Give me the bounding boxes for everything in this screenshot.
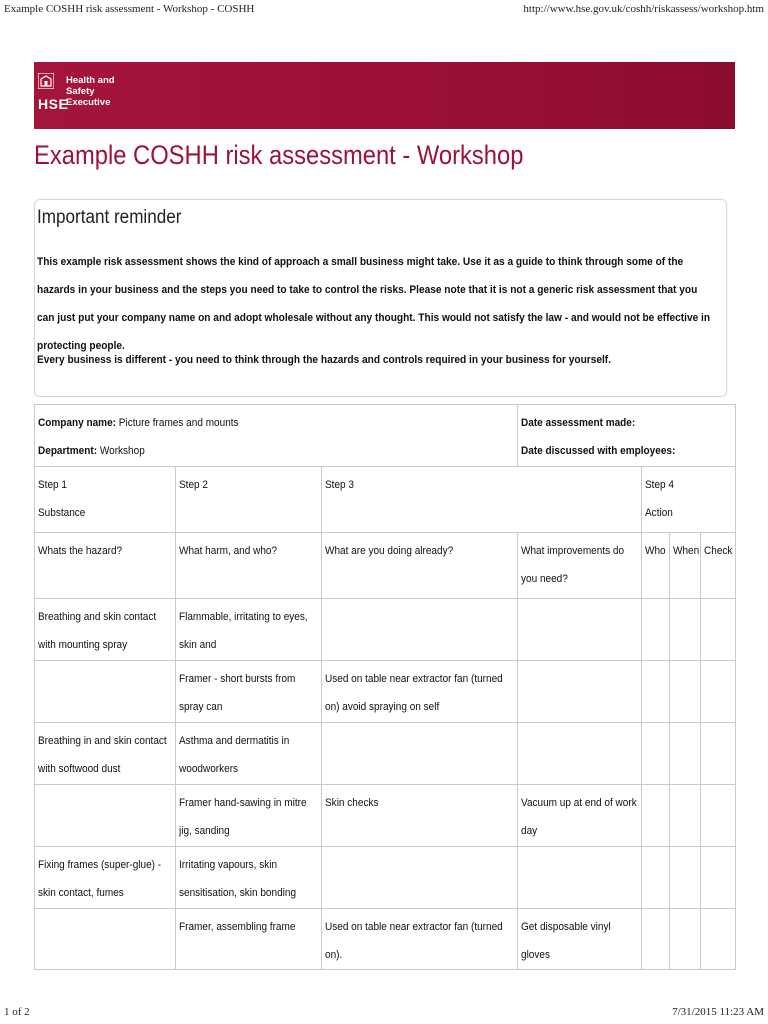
table-row <box>35 661 736 723</box>
department-label: Department: <box>38 445 98 457</box>
hse-logo-line1: Health and Safety <box>66 75 115 97</box>
department-value: Workshop <box>99 445 145 457</box>
row-who <box>642 909 670 970</box>
page-number: 1 of 2 <box>4 1006 30 1018</box>
row-harm: Flammable, irritating to eyes, skin and <box>176 599 322 661</box>
row-who <box>642 847 670 909</box>
row-harm: Framer hand-sawing in mitre jig, sanding <box>176 785 322 847</box>
risk-assessment-table <box>34 404 736 970</box>
step1-sub: Substance <box>38 507 86 519</box>
row-harm: Framer - short bursts from spray can <box>176 661 322 723</box>
row-doing: Skin checks <box>322 785 518 847</box>
print-header <box>4 3 764 17</box>
step2-cell <box>176 467 322 533</box>
step3-label: Step 3 <box>325 479 354 491</box>
header-when: When <box>670 533 701 599</box>
table-row <box>35 723 736 785</box>
row-when <box>670 785 701 847</box>
row-doing <box>322 599 518 661</box>
row-who <box>642 723 670 785</box>
row-who <box>642 599 670 661</box>
reminder-heading: Important reminder <box>37 207 182 228</box>
row-hazard <box>35 661 176 723</box>
header-who: Who <box>642 533 670 599</box>
date-info-cell <box>518 405 736 467</box>
page-title: Example COSHH risk assessment - Workshop <box>34 140 524 170</box>
row-hazard: Fixing frames (super-glue) - skin contact, fumes <box>35 847 176 909</box>
print-footer <box>4 1006 764 1020</box>
hse-logo-abbr: HSE <box>38 96 69 112</box>
date-made-label: Date assessment made: <box>521 417 636 429</box>
row-hazard <box>35 785 176 847</box>
steps-row <box>35 467 736 533</box>
header-hazard: Whats the hazard? <box>35 533 176 599</box>
row-improve: Vacuum up at end of work day <box>518 785 642 847</box>
row-doing: Used on table near extractor fan (turned on) avoid spraying on self <box>322 661 518 723</box>
header-harm: What harm, and who? <box>176 533 322 599</box>
row-improve <box>518 847 642 909</box>
row-who <box>642 785 670 847</box>
step1-cell <box>35 467 176 533</box>
row-who <box>642 661 670 723</box>
row-improve <box>518 599 642 661</box>
header-check: Check <box>701 533 736 599</box>
print-timestamp: 7/31/2015 11:23 AM <box>672 1006 764 1018</box>
step4-label: Step 4 <box>645 479 675 491</box>
row-hazard: Breathing in and skin contact with softwood dust <box>35 723 176 785</box>
header-doing: What are you doing already? <box>322 533 518 599</box>
print-url: http://www.hse.gov.uk/coshh/riskassess/workshop.htm <box>523 3 764 15</box>
row-check <box>701 661 736 723</box>
important-reminder-box <box>34 199 727 397</box>
row-when <box>670 909 701 970</box>
row-when <box>670 661 701 723</box>
row-check <box>701 785 736 847</box>
step3-cell <box>322 467 642 533</box>
row-hazard: Breathing and skin contact with mounting spray <box>35 599 176 661</box>
row-hazard <box>35 909 176 970</box>
row-check <box>701 599 736 661</box>
company-info-cell <box>35 405 518 467</box>
row-when <box>670 723 701 785</box>
row-check <box>701 909 736 970</box>
row-doing <box>322 723 518 785</box>
table-row <box>35 909 736 970</box>
row-when <box>670 847 701 909</box>
print-doc-title: Example COSHH risk assessment - Workshop - COSHH <box>4 3 255 15</box>
company-value: Picture frames and mounts <box>118 417 239 429</box>
table-row <box>35 599 736 661</box>
hse-logo-icon <box>38 73 54 89</box>
step4-cell <box>642 467 736 533</box>
table-row <box>35 785 736 847</box>
step1-label: Step 1 <box>38 479 67 491</box>
row-check <box>701 723 736 785</box>
date-discussed-label: Date discussed with employees: <box>521 445 676 457</box>
hse-logo-line2: Executive <box>66 97 111 108</box>
reminder-paragraph-1: This example risk assessment shows the kind of approach a small business might take. Use it as a guide to think through some of the hazards in your business and the steps you need to take to control the risks. Please note that it is not a generic risk assessment that you can just put your company name on and adopt wholesale without any thought. This would not satisfy the law - and would not be effective in protecting people. <box>37 256 711 352</box>
row-doing: Used on table near extractor fan (turned on). <box>322 909 518 970</box>
row-improve <box>518 661 642 723</box>
reminder-paragraph-2: Every business is different - you need to think through the hazards and controls required in your business for yourself. <box>37 354 612 366</box>
row-when <box>670 599 701 661</box>
hse-banner <box>34 62 735 129</box>
step2-label: Step 2 <box>179 479 208 491</box>
company-info-row <box>35 405 736 467</box>
row-check <box>701 847 736 909</box>
step4-sub: Action <box>645 507 673 519</box>
column-header-row <box>35 533 736 599</box>
row-harm: Framer, assembling frame <box>176 909 322 970</box>
hse-logo[interactable] <box>38 73 132 119</box>
header-improve: What improvements do you need? <box>518 533 642 599</box>
company-label: Company name: <box>38 417 116 429</box>
row-improve: Get disposable vinyl gloves <box>518 909 642 970</box>
hse-logo-text <box>66 75 132 108</box>
row-harm: Irritating vapours, skin sensitisation, skin bonding <box>176 847 322 909</box>
row-doing <box>322 847 518 909</box>
row-harm: Asthma and dermatitis in woodworkers <box>176 723 322 785</box>
table-row <box>35 847 736 909</box>
row-improve <box>518 723 642 785</box>
